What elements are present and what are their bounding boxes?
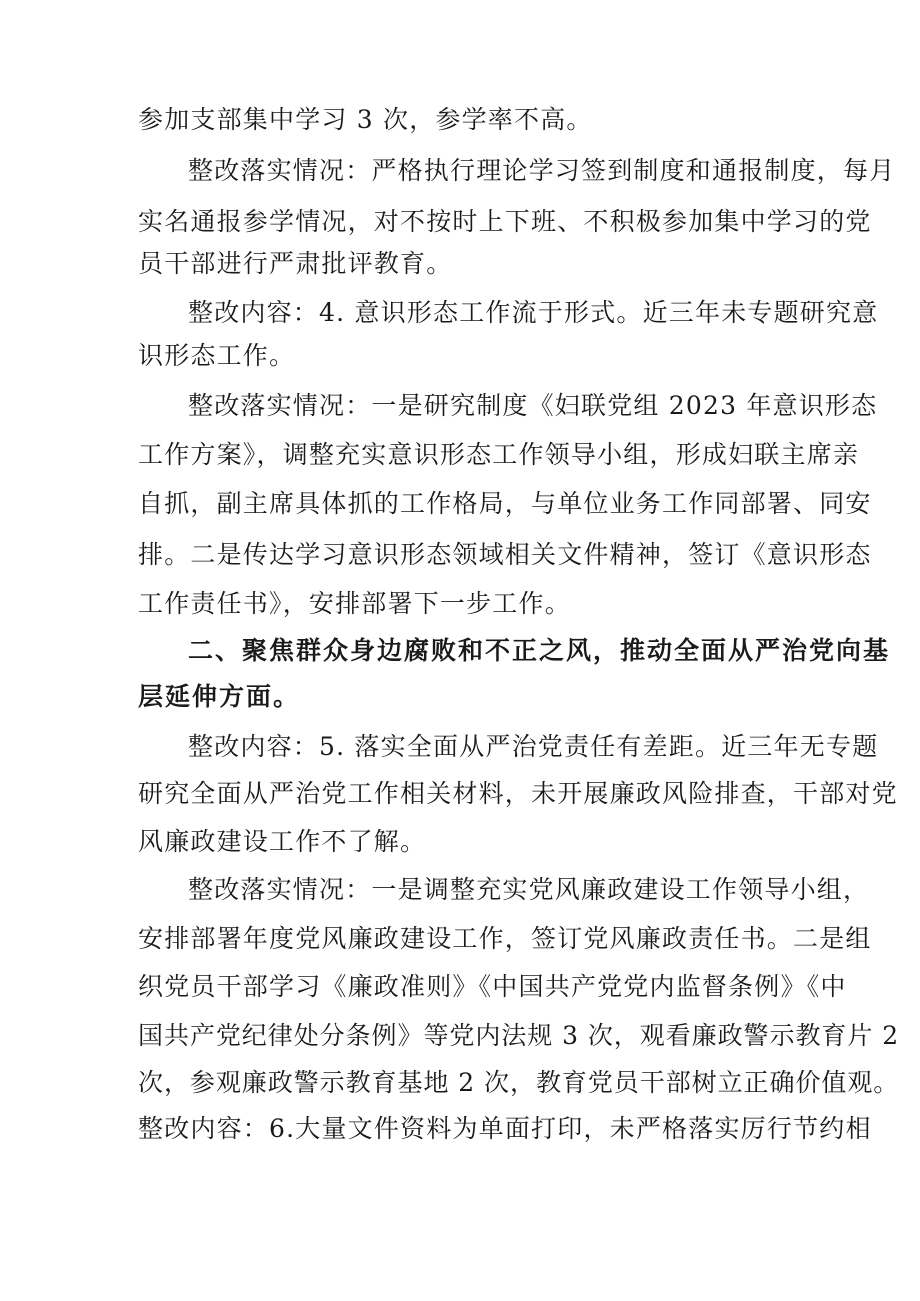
text-line: 整改落实情况：一是研究制度《妇联党组 2023 年意识形态 (188, 391, 878, 420)
text-line: 整改内容：5. 落实全面从严治党责任有差距。近三年无专题 (188, 732, 879, 761)
text-line: 员干部进行严肃批评教育。 (138, 249, 453, 278)
text-line: 工作方案》，调整充实意识形态工作领导小组，形成妇联主席亲 (138, 440, 860, 469)
text-line: 次，参观廉政警示教育基地 2 次，教育党员干部树立正确价值观。 (138, 1068, 900, 1097)
text-line: 实名通报参学情况，对不按时上下班、不积极参加集中学习的党 (138, 207, 872, 236)
section-heading: 二、聚焦群众身边腐败和不正之风，推动全面从严治党向基 (188, 636, 891, 665)
text-line: 参加支部集中学习 3 次，参学率不高。 (138, 105, 593, 134)
text-line: 织党员干部学习《廉政准则》《中国共产党党内监督条例》《中 (138, 972, 847, 1001)
text-line: 整改内容：6.大量文件资料为单面打印，未严格落实厉行节约相 (138, 1114, 872, 1143)
text-line: 工作责任书》，安排部署下一步工作。 (138, 589, 571, 618)
text-line: 国共产党纪律处分条例》等党内法规 3 次，观看廉政警示教育片 2 (138, 1021, 900, 1050)
text-line: 识形态工作。 (138, 341, 296, 370)
text-line: 整改内容：4. 意识形态工作流于形式。近三年未专题研究意 (188, 298, 879, 327)
text-line: 研究全面从严治党工作相关材料，未开展廉政风险排查，干部对党 (138, 779, 898, 808)
text-line: 整改落实情况：一是调整充实党风廉政建设工作领导小组， (188, 875, 870, 904)
text-line: 自抓，副主席具体抓的工作格局，与单位业务工作同部署、同安 (138, 489, 872, 518)
text-line: 整改落实情况：严格执行理论学习签到制度和通报制度，每月 (188, 156, 896, 185)
section-heading: 层延伸方面。 (138, 682, 301, 711)
text-line: 排。二是传达学习意识形态领域相关文件精神，签订《意识形态 (138, 540, 872, 569)
text-line: 安排部署年度党风廉政建设工作，签订党风廉政责任书。二是组 (138, 924, 872, 953)
text-line: 风廉政建设工作不了解。 (138, 827, 427, 856)
